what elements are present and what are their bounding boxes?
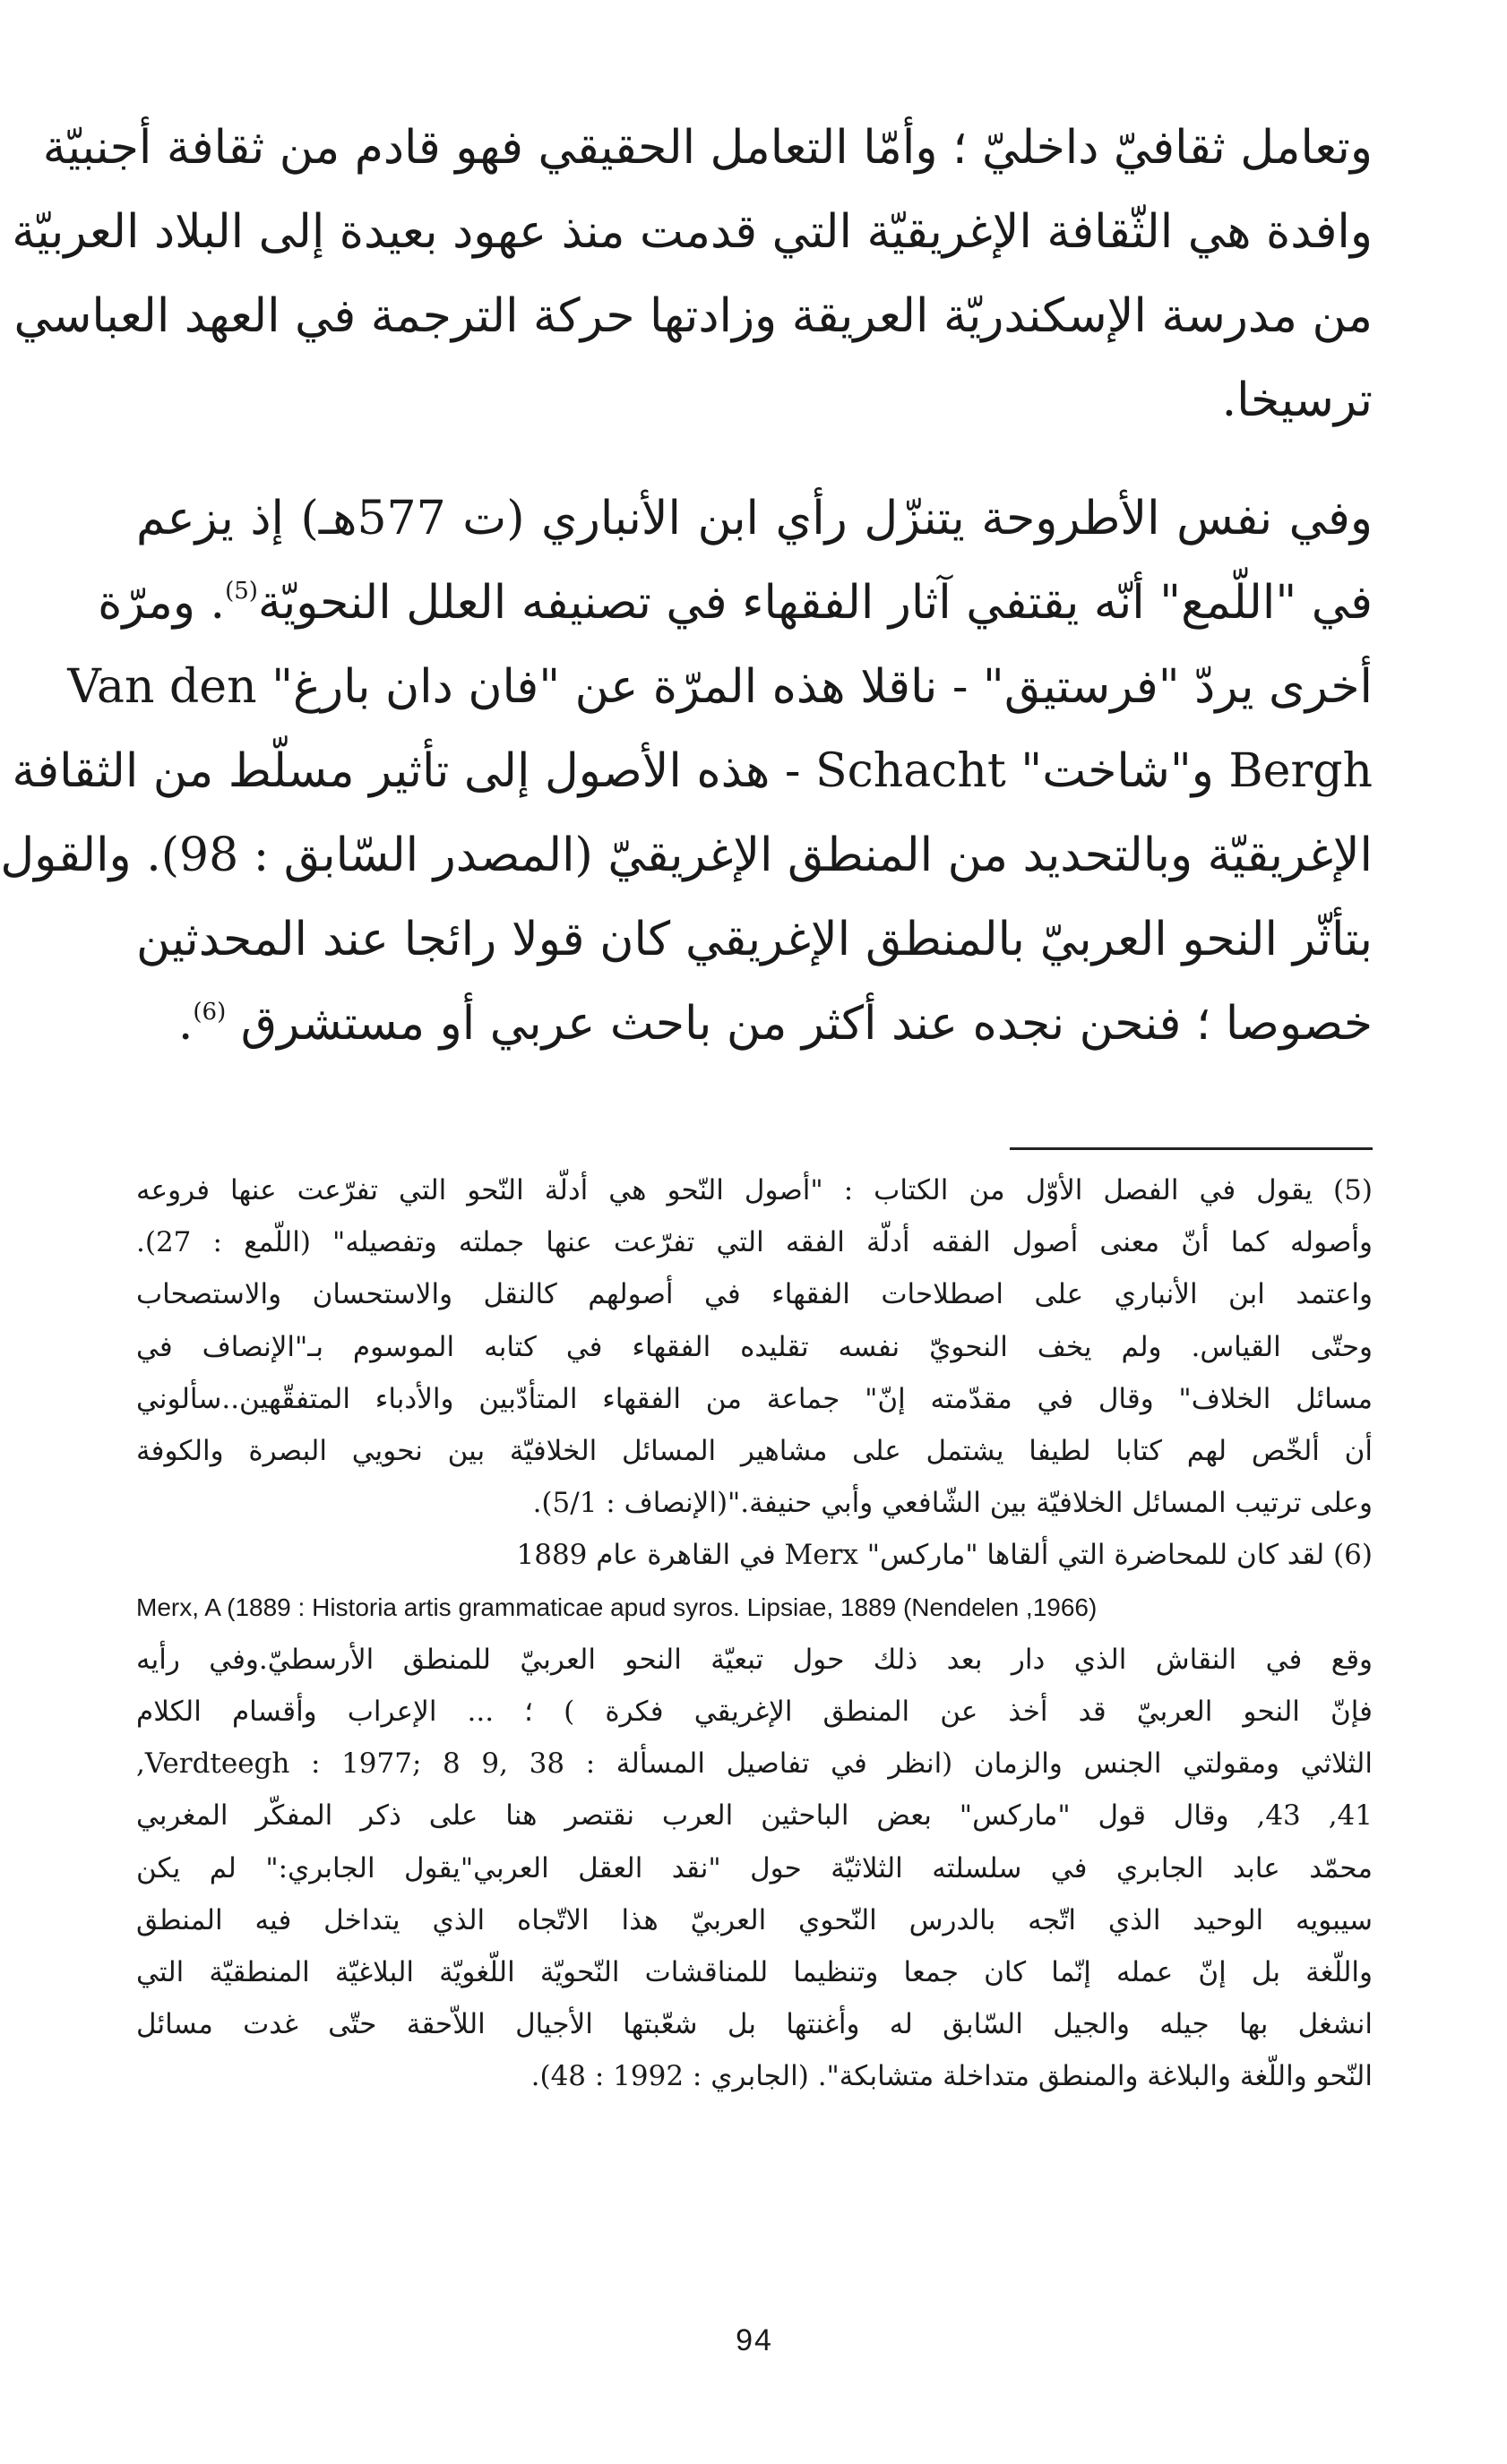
- footnote-line: فإنّ النحو العربيّ قد أخذ عن المنطق الإغريقي فكرة ) ؛ ... الإعراب وأقسام الكلام: [136, 1696, 1373, 1729]
- footnote-line: مسائل الخلاف" وقال في مقدّمته إنّ" جماعة من الفقهاء المتأدّبين والأدباء المتفقّهين..سألوني: [136, 1382, 1373, 1415]
- footnote-line: وحتّى القياس. ولم يخف النحويّ نفسه تقليده الفقهاء في كتابه الموسوم بـ"الإنصاف في: [136, 1330, 1373, 1363]
- footnote-line: وأصوله كما أنّ معنى أصول الفقه أدلّة الفقه التي تفرّعت عنها جملته وتفصيله" (اللّمع : 27).: [136, 1226, 1373, 1259]
- body-line: وافدة هي الثّقافة الإغريقيّة التي قدمت منذ عهود بعيدة إلى البلاد العربيّة: [12, 205, 1373, 259]
- footnote-line: انشغل بها جيله والجيل السّابق له وأغنتها بل شعّبتها الأجيال اللاّحقة حتّى غدت مسائل: [136, 2008, 1373, 2041]
- footnote-line: وعلى ترتيب المسائل الخلافيّة بين الشّافعي وأبي حنيفة."(الإنصاف : 5/1).: [532, 1487, 1373, 1520]
- footnote-line: سيبويه الوحيد الذي اتّجه بالدرس النّحوي العربيّ هذا الاتّجاه الذي يتداخل فيه المنطق: [136, 1903, 1373, 1936]
- body-line: وتعامل ثقافيّ داخليّ ؛ وأمّا التعامل الحقيقي فهو قادم من ثقافة أجنبيّة: [42, 121, 1373, 175]
- footnote-line: محمّد عابد الجابري في سلسلته الثلاثيّة حول "نقد العقل العربي"يقول الجابري:" لم يكن: [136, 1851, 1373, 1884]
- footnote-line: واللّغة بل إنّ عمله إنّما كان جمعا وتنظيما للمناقشات النّحويّة اللّغويّة البلاغيّة المنطقيّة التي: [136, 1956, 1373, 1989]
- body-line: وفي نفس الأطروحة يتنزّل رأي ابن الأنباري (ت 577هـ) إذ يزعم: [136, 492, 1373, 545]
- body-line: من مدرسة الإسكندريّة العريقة وزادتها حركة الترجمة في العهد العباسي: [13, 289, 1373, 343]
- body-line: بتأثّر النحو العربيّ بالمنطق الإغريقي كان قولا رائجا عند المحدثين: [136, 913, 1373, 966]
- body-line-segment: .: [177, 997, 194, 1051]
- footnote-line: الثلاثي ومقولتي الجنس والزمان (انظر في تفاصيل المسألة : Verdteegh : 1977; 8 9, 38,: [136, 1747, 1373, 1781]
- body-line: أخرى يردّ "فرستيق" - ناقلا هذه المرّة عن "فان دان بارغ" Van den: [67, 660, 1373, 714]
- body-line: [98, 561, 1373, 645]
- body-line: [136, 982, 1373, 1066]
- footnote-line-latin: Merx, A (1889 : Historia artis grammaticae apud syros. Lipsiae, 1889 (Nendelen ,1966): [136, 1593, 1098, 1621]
- body-line: Bergh و"شاخت" Schacht - هذه الأصول إلى تأثير مسلّط من الثقافة: [12, 744, 1373, 798]
- body-line: ترسيخا.: [1221, 373, 1373, 427]
- footnote-ref-5[interactable]: (5): [225, 578, 258, 605]
- footnote-line: (6) لقد كان للمحاضرة التي ألقاها "ماركس" Merx في القاهرة عام 1889: [516, 1539, 1373, 1572]
- footnotes: [136, 1164, 1373, 2103]
- footnote-ref-6[interactable]: (6): [193, 999, 227, 1026]
- footnote-line: واعتمد ابن الأنباري على اصطلاحات الفقهاء في أصولهم كالنقل والاستحسان والاستصحاب: [136, 1278, 1373, 1311]
- body-line-segment: خصوصا ؛ فنحن نجده عند أكثر من باحث عربي أو مستشرق: [240, 997, 1373, 1051]
- body-line-segment: في "اللّمع" أنّه يقتفي آثار الفقهاء في تصنيفه العلل النحويّة: [257, 576, 1373, 630]
- footnote-line: أن ألخّص لهم كتابا لطيفا يشتمل على مشاهير المسائل الخلافيّة بين نحويي البصرة والكوفة: [136, 1435, 1373, 1468]
- footnote-line: 41, 43, وقال قول "ماركس" بعض الباحثين العرب نقتصر هنا على ذكر المفكّر المغربي: [136, 1799, 1373, 1833]
- footnote-line: النّحو واللّغة والبلاغة والمنطق متداخلة متشابكة". (الجابري : 1992 : 48).: [530, 2060, 1373, 2093]
- footnote-line: وقع في النقاش الذي دار بعد ذلك حول تبعيّة النحو العربيّ للمنطق الأرسطيّ.وفي رأيه: [136, 1643, 1373, 1676]
- body-line-segment: . ومرّة: [98, 576, 226, 630]
- body-line: الإغريقيّة وبالتحديد من المنطق الإغريقيّ (المصدر السّابق : 98). والقول: [0, 828, 1373, 882]
- footnote-line: (5) يقول في الفصل الأوّل من الكتاب : "أصول النّحو هي أدلّة النّحو التي تفرّعت عنها فروعه: [136, 1174, 1373, 1206]
- page-number: 94: [736, 2323, 773, 2357]
- main-text: [0, 106, 1373, 1066]
